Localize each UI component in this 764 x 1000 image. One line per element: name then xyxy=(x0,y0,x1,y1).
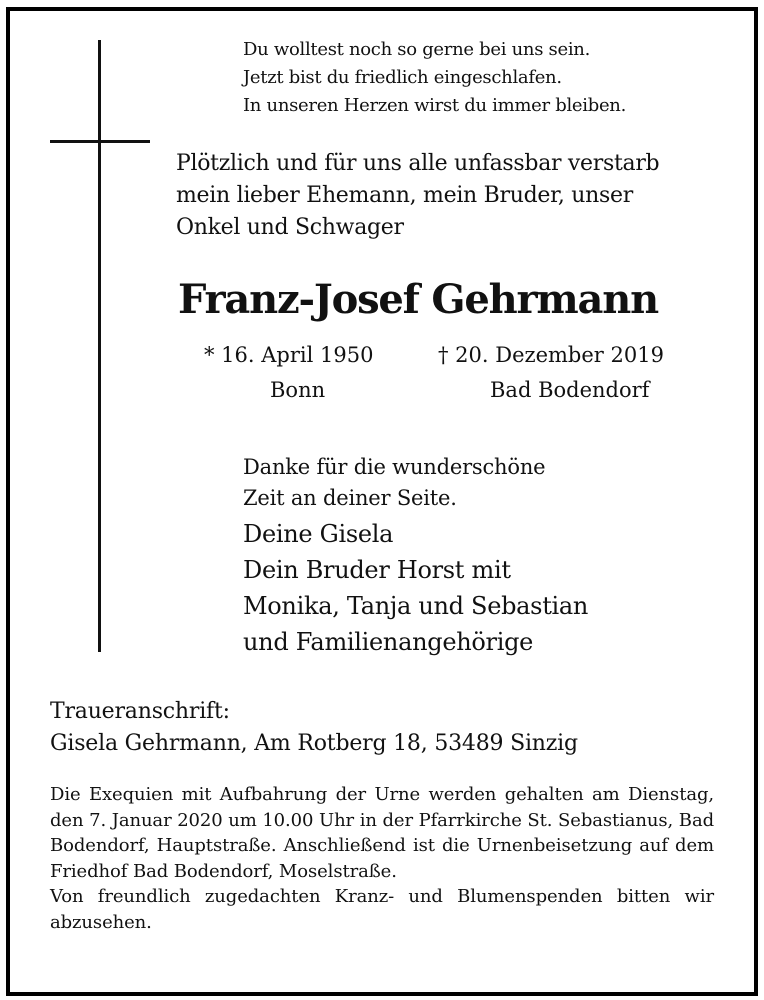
mourning-address-label: Traueranschrift: xyxy=(50,699,230,724)
verse xyxy=(243,36,626,120)
thanks-line: Zeit an deiner Seite. xyxy=(243,486,457,510)
cross-icon xyxy=(98,40,101,652)
signer-line: Monika, Tanja und Sebastian xyxy=(243,592,589,620)
deceased-name: Franz-Josef Gehrmann xyxy=(178,276,658,323)
thanks-line: Danke für die wunderschöne xyxy=(243,455,546,479)
intro-line: Plötzlich und für uns alle unfassbar verstarb xyxy=(176,151,660,176)
mourning-address xyxy=(50,696,578,760)
service-info xyxy=(50,782,714,935)
signer-line: und Familienangehörige xyxy=(243,628,534,656)
birth-place: Bonn xyxy=(270,378,326,402)
cross-icon-bar xyxy=(50,140,150,143)
birth-date: * 16. April 1950 xyxy=(204,343,374,367)
signer-line: Deine Gisela xyxy=(243,520,394,548)
intro-text xyxy=(176,148,716,244)
service-text: Die Exequien mit Aufbahrung der Urne werden gehalten am Dienstag, den 7. Januar 2020 um 10.00 Uhr in der Pfarrkirche St. Sebastianus, Bad Bodendorf, Hauptstraße. Anschließend ist die Urnenbeisetzung auf dem Friedhof Bad Bodendorf, Moselstraße. xyxy=(50,784,714,882)
verse-line: In unseren Herzen wirst du immer bleiben. xyxy=(243,95,627,116)
donations-text: Von freundlich zugedachten Kranz- und Blumenspenden bitten wir abzusehen. xyxy=(50,886,714,933)
intro-line: mein lieber Ehemann, mein Bruder, unser xyxy=(176,183,633,208)
death-place: Bad Bodendorf xyxy=(490,378,650,402)
intro-line: Onkel und Schwager xyxy=(176,215,404,240)
signers xyxy=(243,516,588,660)
signer-line: Dein Bruder Horst mit xyxy=(243,556,511,584)
verse-line: Jetzt bist du friedlich eingeschlafen. xyxy=(243,67,562,88)
thanks-text xyxy=(243,452,545,514)
verse-line: Du wolltest noch so gerne bei uns sein. xyxy=(243,39,591,60)
death-date: † 20. Dezember 2019 xyxy=(438,343,664,367)
mourning-address-value: Gisela Gehrmann, Am Rotberg 18, 53489 Sinzig xyxy=(50,731,578,756)
